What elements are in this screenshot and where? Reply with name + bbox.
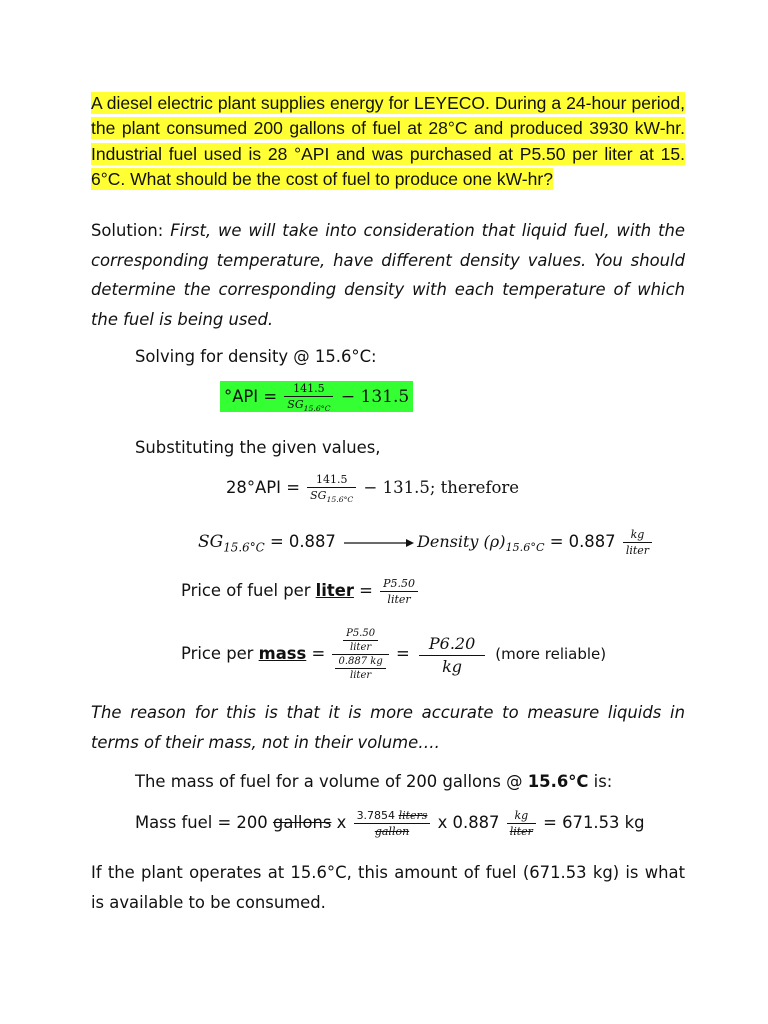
sub-numerator: 141.5: [307, 473, 356, 488]
price-mass-result-den: kg: [442, 656, 463, 676]
price-mass-inner-num: P5.50: [343, 628, 378, 641]
mass-conversion-fraction: [354, 809, 431, 838]
density-unit-num: kg: [623, 528, 652, 543]
price-liter-prefix: Price of fuel per: [181, 581, 316, 600]
price-mass-eq: =: [306, 644, 331, 663]
sub-rest: − 131.5; therefore: [358, 478, 520, 498]
api-formula-highlight: [220, 381, 413, 412]
api-rest: − 131.5: [335, 387, 410, 408]
sub-denominator-sg: SG: [310, 489, 327, 502]
api-numerator: 141.5: [284, 382, 333, 397]
density-heading: Solving for density @ 15.6°C:: [135, 347, 377, 366]
price-liter-fraction: [380, 577, 418, 606]
price-mass-result-num: P6.20: [419, 634, 485, 656]
api-formula: [220, 382, 413, 413]
sg-eq: = 0.887: [264, 532, 342, 551]
price-liter-bold: liter: [315, 581, 354, 600]
sub-fraction: [307, 473, 356, 504]
mass-fuel-line: [135, 809, 645, 838]
mass-x2: x 0.887: [432, 813, 505, 832]
mass-x1: x: [331, 813, 352, 832]
price-mass-inner-den: liter: [350, 642, 372, 653]
price-mass-bold: mass: [258, 644, 307, 663]
price-mass-result-fraction: [419, 634, 485, 676]
problem-statement: [91, 91, 685, 193]
density-symbol: Density (ρ): [417, 532, 506, 551]
mass-result: = 671.53 kg: [537, 813, 645, 832]
mass-heading-suffix: is:: [588, 772, 613, 791]
solution-label: Solution:: [91, 221, 171, 240]
mass-num-unit: liters: [398, 809, 428, 822]
api-fraction: [284, 382, 333, 413]
mass-heading-bold: 15.6°C: [527, 772, 589, 791]
solution-paragraph: [91, 216, 685, 334]
density-eq: = 0.887: [544, 532, 621, 551]
price-per-mass-line: [181, 628, 606, 681]
mass-prefix: Mass fuel = 200: [135, 813, 273, 832]
conclusion-text: If the plant operates at 15.6°C, this amount of fuel (671.53 kg) is what is available to be consumed.: [91, 863, 685, 912]
price-mass-note: (more reliable): [495, 645, 607, 663]
sg-sub: 15.6°C: [223, 540, 265, 555]
price-liter-num: P5.50: [380, 577, 418, 592]
conclusion-paragraph: [91, 858, 685, 917]
density-unit-den: liter: [625, 544, 650, 557]
sg-symbol: SG: [198, 532, 224, 552]
sg-density-line: [198, 528, 654, 557]
sub-lhs: 28°API =: [226, 478, 306, 498]
highlighted-problem-text: A diesel electric plant supplies energy for LEYECO. During a 24-hour period, the plant consumed 200 gallons of fuel at 28°C and produced 3930 kW-hr. Industrial fuel used is 28 °API and was purchased at P5.50 per liter at 15. 6°C. What should be the cost of fuel to produce one kW-hr?: [91, 93, 685, 190]
substituted-formula: [226, 473, 519, 504]
price-per-liter-line: [181, 577, 420, 606]
substituting-text: Substituting the given values,: [135, 438, 381, 457]
api-denominator-sg: SG: [287, 398, 304, 411]
mass-unit-num: kg: [507, 809, 536, 824]
price-liter-den: liter: [387, 593, 411, 606]
mass-den: gallon: [374, 825, 410, 838]
price-mass-eq2: =: [390, 644, 415, 663]
reason-text: The reason for this is that it is more accurate to measure liquids in terms of their mass, not in their volume….: [91, 703, 685, 752]
price-mass-outer-den-num: 0.887 kg: [335, 656, 385, 669]
reason-paragraph: [91, 698, 685, 757]
price-mass-prefix: Price per: [181, 644, 259, 663]
arrow-right-icon: [344, 538, 414, 548]
mass-heading-prefix: The mass of fuel for a volume of 200 gallons @: [135, 772, 528, 791]
price-mass-complex-fraction: [332, 628, 388, 681]
api-denominator-sub: 15.6°C: [303, 404, 331, 414]
density-sub: 15.6°C: [505, 541, 545, 555]
mass-unit-den: liter: [509, 825, 533, 838]
price-liter-eq: =: [353, 581, 379, 600]
solution-intro: First, we will take into consideration that liquid fuel, with the corresponding temperature, have different density values. You should determine the corresponding density with each temperature of which the fuel is being used.: [91, 221, 685, 329]
sub-denominator-sub: 15.6°C: [326, 495, 354, 505]
mass-num-val: 3.7854: [356, 809, 399, 822]
mass-heading: [135, 772, 612, 791]
price-mass-outer-den-den: liter: [350, 670, 372, 681]
mass-gallons: gallons: [272, 813, 332, 832]
api-lhs: °API =: [224, 387, 283, 407]
mass-unit-fraction: [507, 809, 536, 838]
density-unit-fraction: [623, 528, 652, 557]
